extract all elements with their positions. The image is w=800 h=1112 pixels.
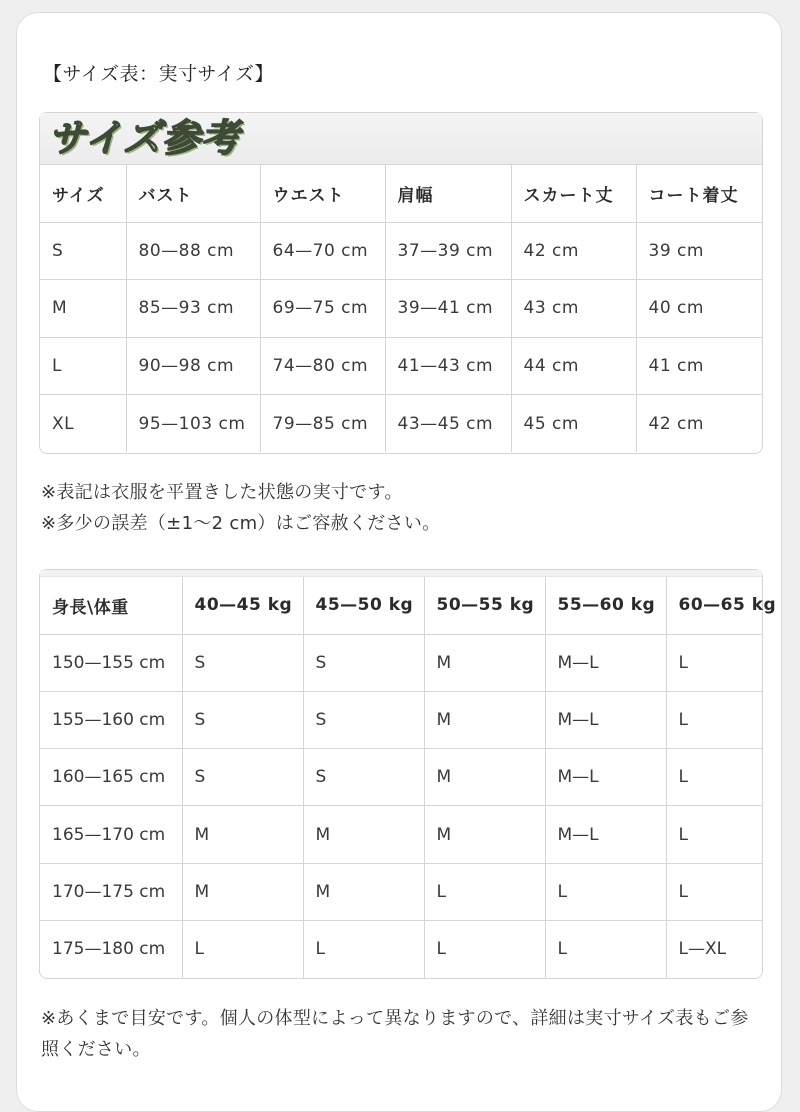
table-row: [40, 634, 762, 691]
cell: M: [424, 634, 545, 691]
cell: 150—155 cm: [40, 634, 182, 691]
cell: L: [545, 863, 666, 920]
cell: L: [666, 806, 762, 863]
table-row: [40, 806, 762, 863]
table-row: [40, 863, 762, 920]
table-row: [40, 280, 762, 338]
cell: 155—160 cm: [40, 691, 182, 748]
cell: L: [545, 920, 666, 977]
cell: 64—70 cm: [260, 222, 385, 280]
table-row: [40, 920, 762, 977]
cell: S: [303, 691, 424, 748]
cell: 40 cm: [636, 280, 762, 338]
cell: M—L: [545, 691, 666, 748]
cell: 42 cm: [511, 222, 636, 280]
cell: L: [40, 337, 126, 395]
header-height-weight: 身長\体重: [40, 577, 182, 634]
cell: M: [303, 806, 424, 863]
note-line: ※表記は衣服を平置きした状態の実寸です。: [41, 482, 403, 503]
cell: L: [666, 749, 762, 806]
header-weight-range: 40—45 kg: [182, 577, 303, 634]
cell: M: [424, 691, 545, 748]
fit-guide-table: [39, 569, 777, 979]
cell: XL: [40, 395, 126, 453]
cell: 41 cm: [636, 337, 762, 395]
cell: 95—103 cm: [126, 395, 260, 453]
cell: 45 cm: [511, 395, 636, 453]
cell: 43 cm: [511, 280, 636, 338]
header-waist: ウエスト: [260, 165, 385, 222]
size-chart-heading: 【サイズ表：実寸サイズ】: [43, 63, 274, 85]
cell: 79—85 cm: [260, 395, 385, 453]
table-row: [40, 691, 762, 748]
banner-title: サイズ参考: [48, 116, 240, 160]
cell: 69—75 cm: [260, 280, 385, 338]
cell: S: [303, 749, 424, 806]
table-row: [40, 395, 762, 453]
cell: 170—175 cm: [40, 863, 182, 920]
cell: 74—80 cm: [260, 337, 385, 395]
cell: L—XL: [678, 939, 727, 960]
measurement-notes: [41, 477, 440, 539]
cell: 160—165 cm: [40, 749, 182, 806]
cell: S: [303, 634, 424, 691]
cell: 44 cm: [511, 337, 636, 395]
cell: L: [666, 863, 762, 920]
size-table-header-row: [40, 165, 762, 222]
cell: M: [182, 806, 303, 863]
fit-guide-note: ※あくまで目安です。個人の体型によって異なりますので、詳細は実寸サイズ表もご参照ください。: [41, 1008, 749, 1060]
cell: 39—41 cm: [385, 280, 511, 338]
cell: 41—43 cm: [385, 337, 511, 395]
cell: M: [40, 280, 126, 338]
cell: S: [182, 691, 303, 748]
cell: 43—45 cm: [385, 395, 511, 453]
header-size: サイズ: [40, 165, 126, 222]
table-row: [40, 749, 762, 806]
fit-table-header-row: [40, 577, 762, 634]
cell: 85—93 cm: [126, 280, 260, 338]
cell: M: [424, 749, 545, 806]
cell: 39 cm: [636, 222, 762, 280]
cell: 80—88 cm: [126, 222, 260, 280]
size-table: [39, 112, 763, 454]
size-reference-banner: [40, 113, 762, 165]
header-skirt-length: スカート丈: [511, 165, 636, 222]
cell: S: [182, 634, 303, 691]
cell: L: [182, 920, 303, 977]
cell: L: [424, 863, 545, 920]
cell: M: [303, 863, 424, 920]
cell: S: [40, 222, 126, 280]
header-weight-range: 55—60 kg: [545, 577, 666, 634]
cell: S: [182, 749, 303, 806]
table-row: [40, 222, 762, 280]
cell: L: [666, 634, 762, 691]
table-top-strip: [40, 570, 762, 577]
cell: M—L: [545, 749, 666, 806]
cell: 42 cm: [648, 413, 704, 434]
cell: M: [424, 806, 545, 863]
header-shoulder: 肩幅: [385, 165, 511, 222]
header-bust: バスト: [126, 165, 260, 222]
table-row: [40, 337, 762, 395]
cell: L: [424, 920, 545, 977]
note-line: ※多少の誤差（±1〜2 cm）はご容赦ください。: [41, 513, 441, 534]
header-weight-range: 50—55 kg: [424, 577, 545, 634]
cell: M—L: [545, 806, 666, 863]
cell: L: [666, 691, 762, 748]
cell: 165—170 cm: [40, 806, 182, 863]
cell: M: [182, 863, 303, 920]
header-weight-range: 45—50 kg: [303, 577, 424, 634]
cell: 90—98 cm: [126, 337, 260, 395]
header-weight-range: 60—65 kg: [666, 577, 762, 634]
cell: M—L: [545, 634, 666, 691]
cell: 37—39 cm: [385, 222, 511, 280]
cell: L: [303, 920, 424, 977]
content-card: [16, 12, 782, 1112]
header-coat-length: コート着丈: [636, 165, 762, 222]
cell: 175—180 cm: [40, 920, 182, 977]
